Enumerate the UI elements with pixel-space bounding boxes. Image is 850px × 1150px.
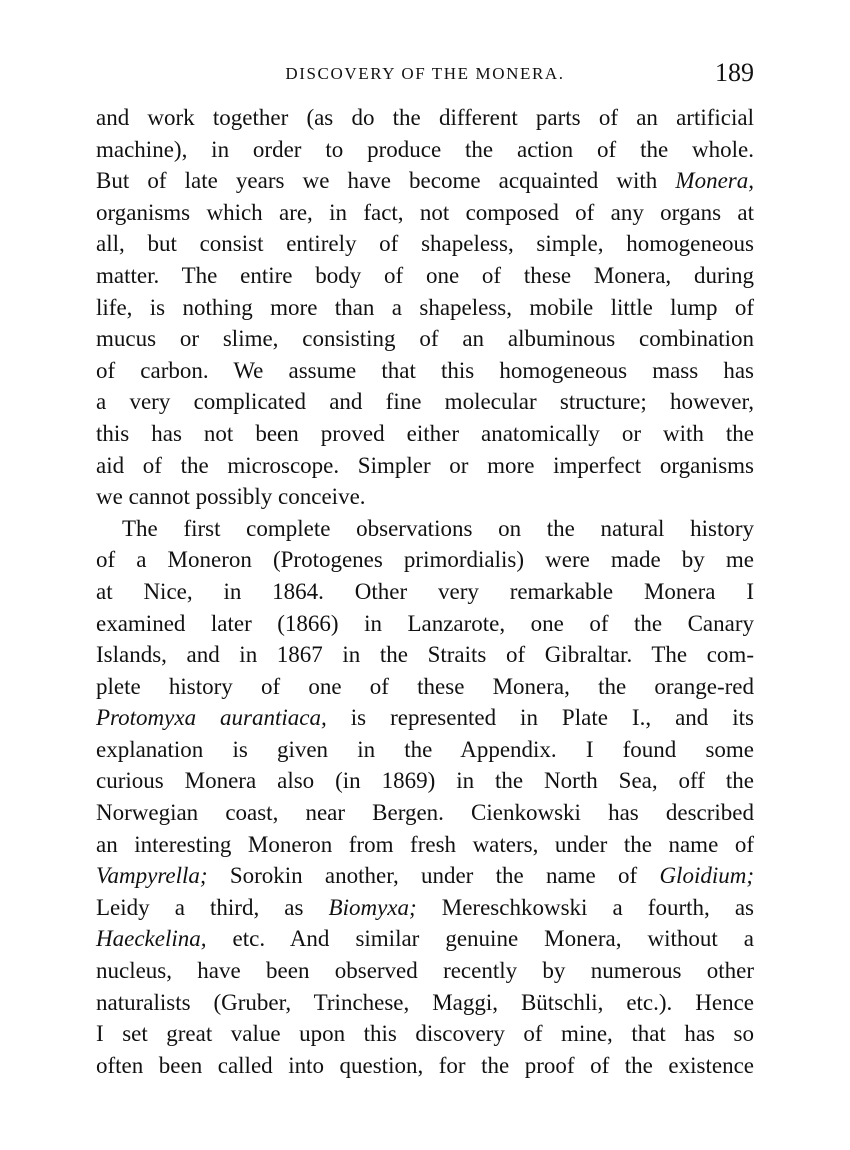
- text-line: life, is nothing more than a shapeless, mobile little lump of: [96, 294, 754, 320]
- text-line: an interesting Moneron from fresh waters, under the name of: [96, 831, 754, 857]
- text-line: examined later (1866) in Lanzarote, one of the Canary: [96, 610, 754, 636]
- text-line: we cannot possibly conceive.: [96, 484, 366, 510]
- paragraph: [96, 513, 754, 1082]
- text-line: Norwegian coast, near Bergen. Cienkowski has described: [96, 800, 754, 826]
- running-head: DISCOVERY OF THE MONERA.: [285, 64, 565, 83]
- text-line: often been called into question, for the proof of the existence: [96, 1052, 754, 1078]
- text-line: of carbon. We assume that this homogeneous mass has: [96, 357, 754, 383]
- text-line: naturalists (Gruber, Trinchese, Maggi, Bütschli, etc.). Hence: [96, 989, 754, 1015]
- text-line: this has not been proved either anatomically or with the: [96, 420, 754, 446]
- text-line: But of late years we have become acquainted with Monera,: [96, 168, 754, 194]
- text-line: all, but consist entirely of shapeless, simple, homogeneous: [96, 231, 754, 257]
- body-text: [96, 102, 754, 1081]
- text-line: matter. The entire body of one of these Monera, during: [96, 262, 754, 288]
- text-line: Protomyxa aurantiaca, is represented in Plate I., and its: [96, 705, 754, 731]
- text-line: machine), in order to produce the action of the whole.: [96, 136, 754, 162]
- text-line: Haeckelina, etc. And similar genuine Monera, without a: [96, 926, 754, 952]
- text-line: at Nice, in 1864. Other very remarkable Monera I: [96, 578, 754, 604]
- text-line: explanation is given in the Appendix. I found some: [96, 736, 754, 762]
- text-line: Islands, and in 1867 in the Straits of Gibraltar. The com-: [96, 642, 754, 668]
- text-line: curious Monera also (in 1869) in the North Sea, off the: [96, 768, 754, 794]
- text-line: I set great value upon this discovery of mine, that has so: [96, 1021, 754, 1047]
- text-line: nucleus, have been observed recently by numerous other: [96, 958, 754, 984]
- page-header: [96, 58, 754, 88]
- text-line: of a Moneron (Protogenes primordialis) were made by me: [96, 547, 754, 573]
- text-line: organisms which are, in fact, not composed of any organs at: [96, 199, 754, 225]
- paragraph: [96, 102, 754, 513]
- text-line: mucus or slime, consisting of an albuminous combination: [96, 326, 754, 352]
- text-line: aid of the microscope. Simpler or more imperfect organisms: [96, 452, 754, 478]
- page-number: 189: [715, 58, 754, 87]
- text-line: and work together (as do the different parts of an artificial: [96, 105, 754, 130]
- text-line: plete history of one of these Monera, the orange-red: [96, 673, 754, 699]
- text-line: a very complicated and fine molecular structure; however,: [96, 389, 754, 415]
- text-line: The first complete observations on the natural history: [122, 515, 754, 541]
- text-line: Vampyrella; Sorokin another, under the name of Gloidium;: [96, 863, 754, 889]
- text-line: Leidy a third, as Biomyxa; Mereschkowski a fourth, as: [96, 894, 754, 920]
